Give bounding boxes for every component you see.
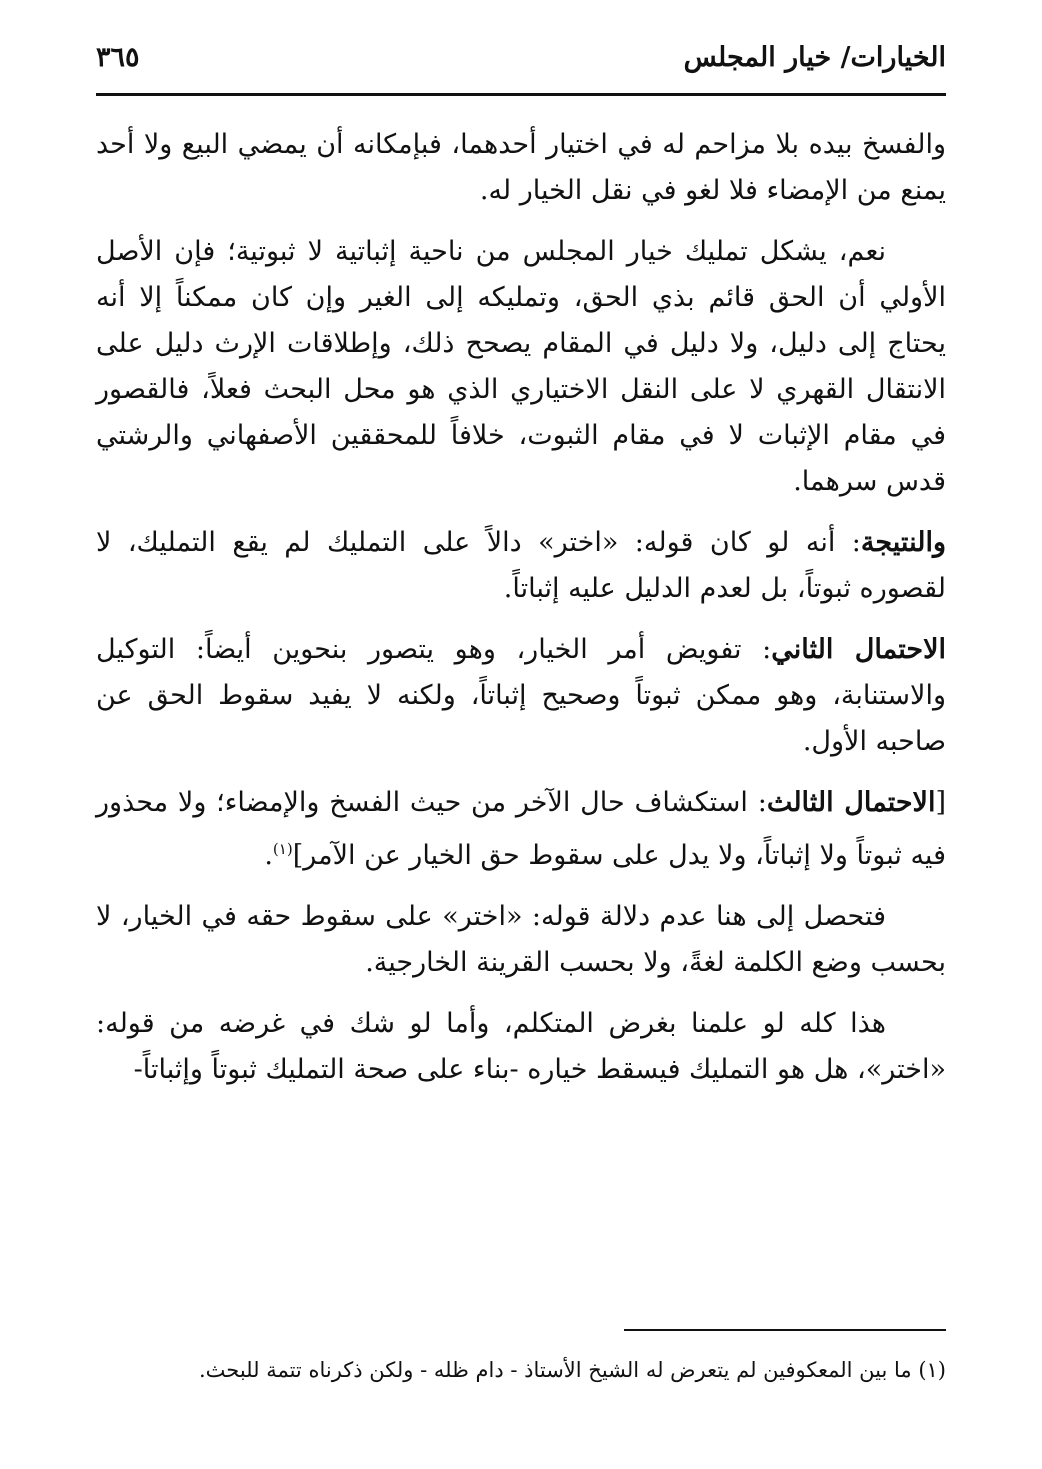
paragraph-6 <box>96 894 946 986</box>
page-header <box>96 38 946 86</box>
body-text <box>96 122 946 1108</box>
paragraph-4 <box>96 627 946 765</box>
paragraph-text: : استكشاف حال الآخر من حيث الفسخ والإمضاء؛ ولا محذور فيه ثبوتاً ولا إثباتاً، ولا يدل على سقوط حق الخيار عن الآمر] <box>96 787 946 871</box>
header-divider <box>96 93 946 96</box>
paragraph-1 <box>96 122 946 214</box>
footnote-divider <box>624 1329 946 1331</box>
paragraph-lead: الاحتمال الثاني <box>771 634 946 665</box>
paragraph-end: . <box>264 840 273 871</box>
paragraph-2 <box>96 229 946 505</box>
paragraph-lead: الاحتمال الثالث <box>766 787 936 818</box>
paragraph-text: نعم، يشكل تمليك خيار المجلس من ناحية إثباتية لا ثبوتية؛ فإن الأصل الأولي أن الحق قائم بذي الحق، وتمليكه إلى الغير وإن كان ممكناً إلا أنه يحتاج إلى دليل، ولا دليل في المقام يصحح ذلك، وإطلاقات الإرث دليل على الانتقال القهري لا على النقل الاختياري الذي هو محل البحث فعلاً، فالقصور في مقام الإثبات لا في مقام الثبوت، خلافاً للمحققين الأصفهاني والرشتي قدس سرهما. <box>96 236 946 497</box>
paragraph-7 <box>96 1001 946 1093</box>
paragraph-lead: والنتيجة <box>860 527 946 558</box>
paragraph-3 <box>96 520 946 612</box>
paragraph-text: فتحصل إلى هنا عدم دلالة قوله: «اختر» على سقوط حقه في الخيار، لا بحسب وضع الكلمة لغةً، ولا بحسب القرينة الخارجية. <box>96 901 946 978</box>
paragraph-text: والفسخ بيده بلا مزاحم له في اختيار أحدهما، فبإمكانه أن يمضي البيع ولا أحد يمنع من الإمضاء فلا لغو في نقل الخيار له. <box>96 129 946 206</box>
footnote-reference[interactable]: (١) <box>272 840 293 858</box>
running-title: الخيارات/ خيار المجلس <box>683 42 946 73</box>
bracket-open: [ <box>935 787 946 818</box>
paragraph-5 <box>96 780 946 879</box>
page-number: ٣٦٥ <box>96 42 140 73</box>
paragraph-text: : تفويض أمر الخيار، وهو يتصور بنحوين أيضاً: التوكيل والاستنابة، وهو ممكن ثبوتاً وصحيح إثباتاً، ولكنه لا يفيد سقوط الحق عن صاحبه الأول. <box>96 634 946 757</box>
footnote: (١) ما بين المعكوفين لم يتعرض له الشيخ الأستاذ - دام ظله - ولكن ذكرناه تتمة للبحث. <box>198 1358 946 1382</box>
paragraph-text: : أنه لو كان قوله: «اختر» دالاً على التمليك لم يقع التمليك، لا لقصوره ثبوتاً، بل لعدم الدليل عليه إثباتاً. <box>96 527 946 604</box>
paragraph-text: هذا كله لو علمنا بغرض المتكلم، وأما لو شك في غرضه من قوله: «اختر»، هل هو التمليك فيسقط خياره -بناء على صحة التمليك ثبوتاً وإثباتاً- <box>96 1008 946 1085</box>
